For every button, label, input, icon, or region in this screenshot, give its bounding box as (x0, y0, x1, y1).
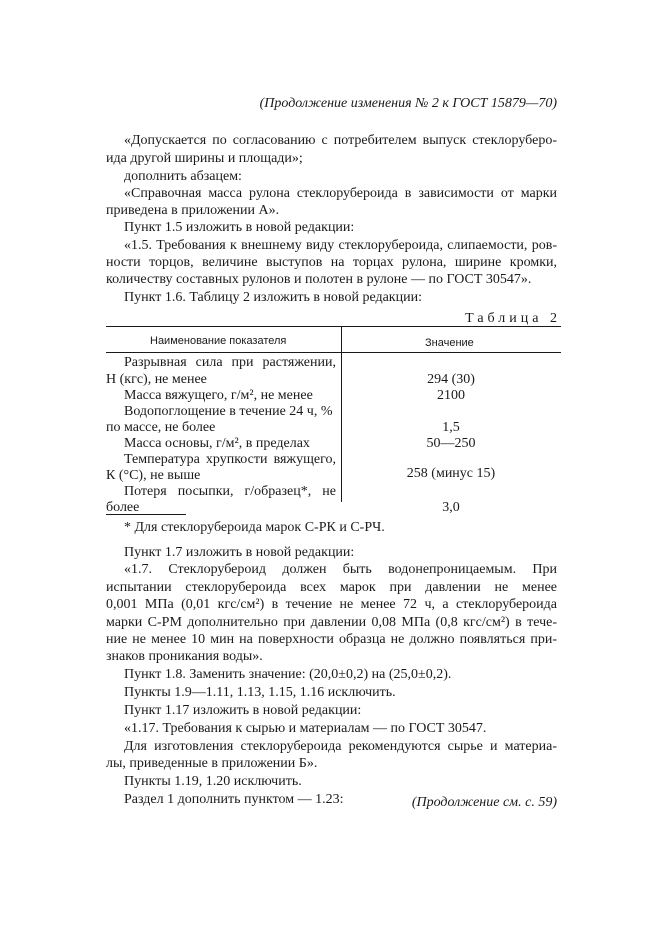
table-row-name: Н (кгс), не менее (106, 372, 207, 387)
table-row-value: 1,5 (442, 420, 460, 435)
after-line: Для изготовления стеклорубероида рекомендуются сырье и материа- (124, 739, 557, 754)
p4-line: Пункт 1.5 изложить в новой редакции: (124, 220, 355, 235)
table-header-value: Значение (425, 337, 474, 349)
p3-line2: приведена в приложении А». (106, 203, 280, 218)
table-row-name: К (°С), не выше (106, 468, 201, 483)
p3-line1: «Справочная масса рулона стеклорубероида в зависимости от марки (124, 186, 557, 201)
after-line: знаков проникания воды». (106, 649, 263, 664)
table-row-name: Температура хрупкости вяжущего, (124, 452, 336, 467)
after-line: 0,001 МПа (0,01 кгс/см²) в течение не менее 72 ч, а стеклорубероида (106, 597, 557, 612)
after-line: Пункты 1.9—1.11, 1.13, 1.15, 1.16 исключить. (124, 685, 396, 700)
p2-line: дополнить абзацем: (124, 169, 242, 184)
table-row-value: 50—250 (426, 436, 476, 451)
table-row-name: Масса основы, г/м², в пределах (124, 436, 310, 451)
table-top-rule (106, 326, 561, 327)
after-line: «1.17. Требования к сырью и материалам — по ГОСТ 30547. (124, 721, 487, 736)
table-row-value: 2100 (437, 388, 465, 403)
continuation-footer: (Продолжение см. с. 59) (411, 795, 557, 810)
after-line: испытании стеклорубероида всех марок при давлении не менее (106, 580, 557, 595)
table-header-rule (106, 352, 561, 353)
table-row-name: Разрывная сила при растяжении, (124, 355, 336, 370)
after-line: Пункт 1.7 изложить в новой редакции: (124, 545, 355, 560)
table-row-name: Водопоглощение в течение 24 ч, % (124, 404, 333, 419)
table-row-name: по массе, не более (106, 420, 216, 435)
p5-line2: ности торцов, величине выступов на торцах рулона, ширине кромки, (106, 255, 557, 270)
table-row-name: Масса вяжущего, г/м², не менее (124, 388, 313, 403)
table-column-divider (341, 326, 342, 502)
p6-line: Пункт 1.6. Таблицу 2 изложить в новой редакции: (124, 290, 422, 305)
table-row-name: более (106, 500, 140, 515)
p5-line3: количеству составных рулонов и полотен в рулоне — по ГОСТ 30547». (106, 272, 532, 287)
p5-line1: «1.5. Требования к внешнему виду стеклорубероида, слипаемости, ров- (124, 238, 557, 253)
footnote: * Для стеклорубероида марок С-РК и С-РЧ. (124, 520, 385, 535)
table-row-name: Потеря посыпки, г/образец*, не (124, 484, 336, 499)
table-row-value: 3,0 (442, 500, 460, 515)
p1-line2: ида другой ширины и площади»; (106, 151, 303, 166)
p1-line1: «Допускается по согласованию с потребителем выпуск стеклоруберо- (124, 133, 557, 148)
after-line: Раздел 1 дополнить пунктом — 1.23: (124, 792, 344, 807)
table-header-name: Наименование показателя (150, 335, 287, 347)
table-label: Таблица 2 (465, 311, 561, 326)
after-line: Пункт 1.8. Заменить значение: (20,0±0,2) на (25,0±0,2). (124, 667, 452, 682)
table-row-value: 294 (30) (427, 372, 475, 387)
after-line: Пункты 1.19, 1.20 исключить. (124, 774, 302, 789)
after-line: ние не менее 10 мин на поверхности образца не должно появляться при- (106, 632, 557, 647)
continuation-header: (Продолжение изменения № 2 к ГОСТ 15879—70) (259, 96, 557, 111)
paragraph-line (124, 133, 557, 149)
table-row-value: 258 (минус 15) (406, 466, 496, 481)
after-line: лы, приведенные в приложении Б». (106, 756, 318, 771)
after-line: Пункт 1.17 изложить в новой редакции: (124, 703, 362, 718)
footnote-rule (106, 514, 186, 515)
after-line: марки С-РМ дополнительно при давлении 0,08 МПа (0,8 кгс/см²) в тече- (106, 615, 557, 630)
after-line: «1.7. Стеклорубероид должен быть водонепроницаемым. При (124, 562, 557, 577)
